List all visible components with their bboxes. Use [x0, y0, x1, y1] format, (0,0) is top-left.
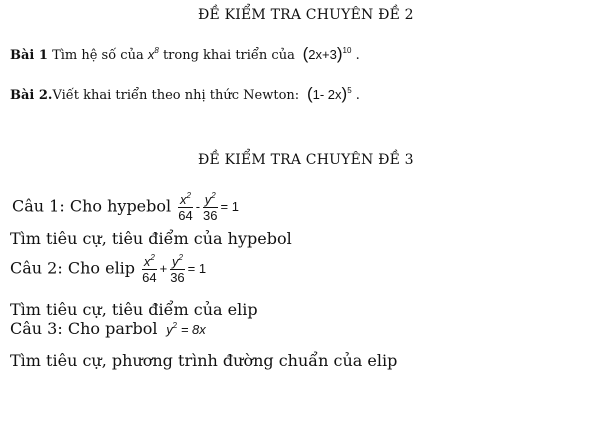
q2-end: .	[355, 88, 360, 103]
c2-task: Tìm tiêu cự, tiêu điểm của elip	[10, 300, 258, 319]
q1-label: Bài 1	[10, 48, 48, 63]
q2-label: Bài 2.	[10, 88, 53, 103]
c1-text: Câu 1: Cho hypebol	[12, 196, 172, 216]
exam2-question2	[10, 84, 360, 104]
c1-fraction-x: $\frac{x^2}{64}$	[178, 188, 192, 224]
q1-expression: $(2x+3)^{10}$	[302, 44, 352, 63]
q2-expression: (1- 2x)$^5$	[306, 84, 352, 103]
c2-text: Câu 2: Cho elip	[10, 258, 136, 278]
exam2-title: ĐỀ KIỂM TRA CHUYÊN ĐỀ 2	[198, 7, 414, 23]
c3-equation: $y^2 = 8x$	[166, 321, 206, 337]
q2-text: Viết khai triển theo nhị thức Newton:	[52, 88, 300, 103]
c3-task: Tìm tiêu cự, phương trình đường chuẩn của elip	[10, 351, 398, 370]
c2-rhs: = 1	[187, 260, 207, 276]
q1-text: Tìm hệ số của	[52, 48, 144, 63]
q1-var: $x^8$	[147, 46, 159, 62]
c1-operator: -	[195, 198, 201, 214]
c2-operator: +	[159, 260, 168, 276]
c1-task: Tìm tiêu cự, tiêu điểm của hypebol	[10, 229, 292, 248]
c1-fraction-y: $\frac{y^2}{36}$	[203, 188, 217, 224]
exam3-c1	[12, 188, 240, 224]
exam3-c2	[10, 250, 207, 286]
c2-fraction-y: $\frac{y^2}{36}$	[170, 250, 184, 286]
q1-end: .	[355, 48, 360, 63]
q1-text2: trong khai triển của	[162, 48, 295, 63]
exam2-question1	[10, 44, 360, 64]
c3-text: Câu 3: Cho parbol	[10, 319, 158, 338]
exam3-c3	[10, 319, 206, 338]
c2-fraction-x: $\frac{x^2}{64}$	[142, 250, 156, 286]
c1-rhs: = 1	[220, 198, 239, 214]
exam3-title: ĐỀ KIỂM TRA CHUYÊN ĐỀ 3	[198, 152, 414, 168]
